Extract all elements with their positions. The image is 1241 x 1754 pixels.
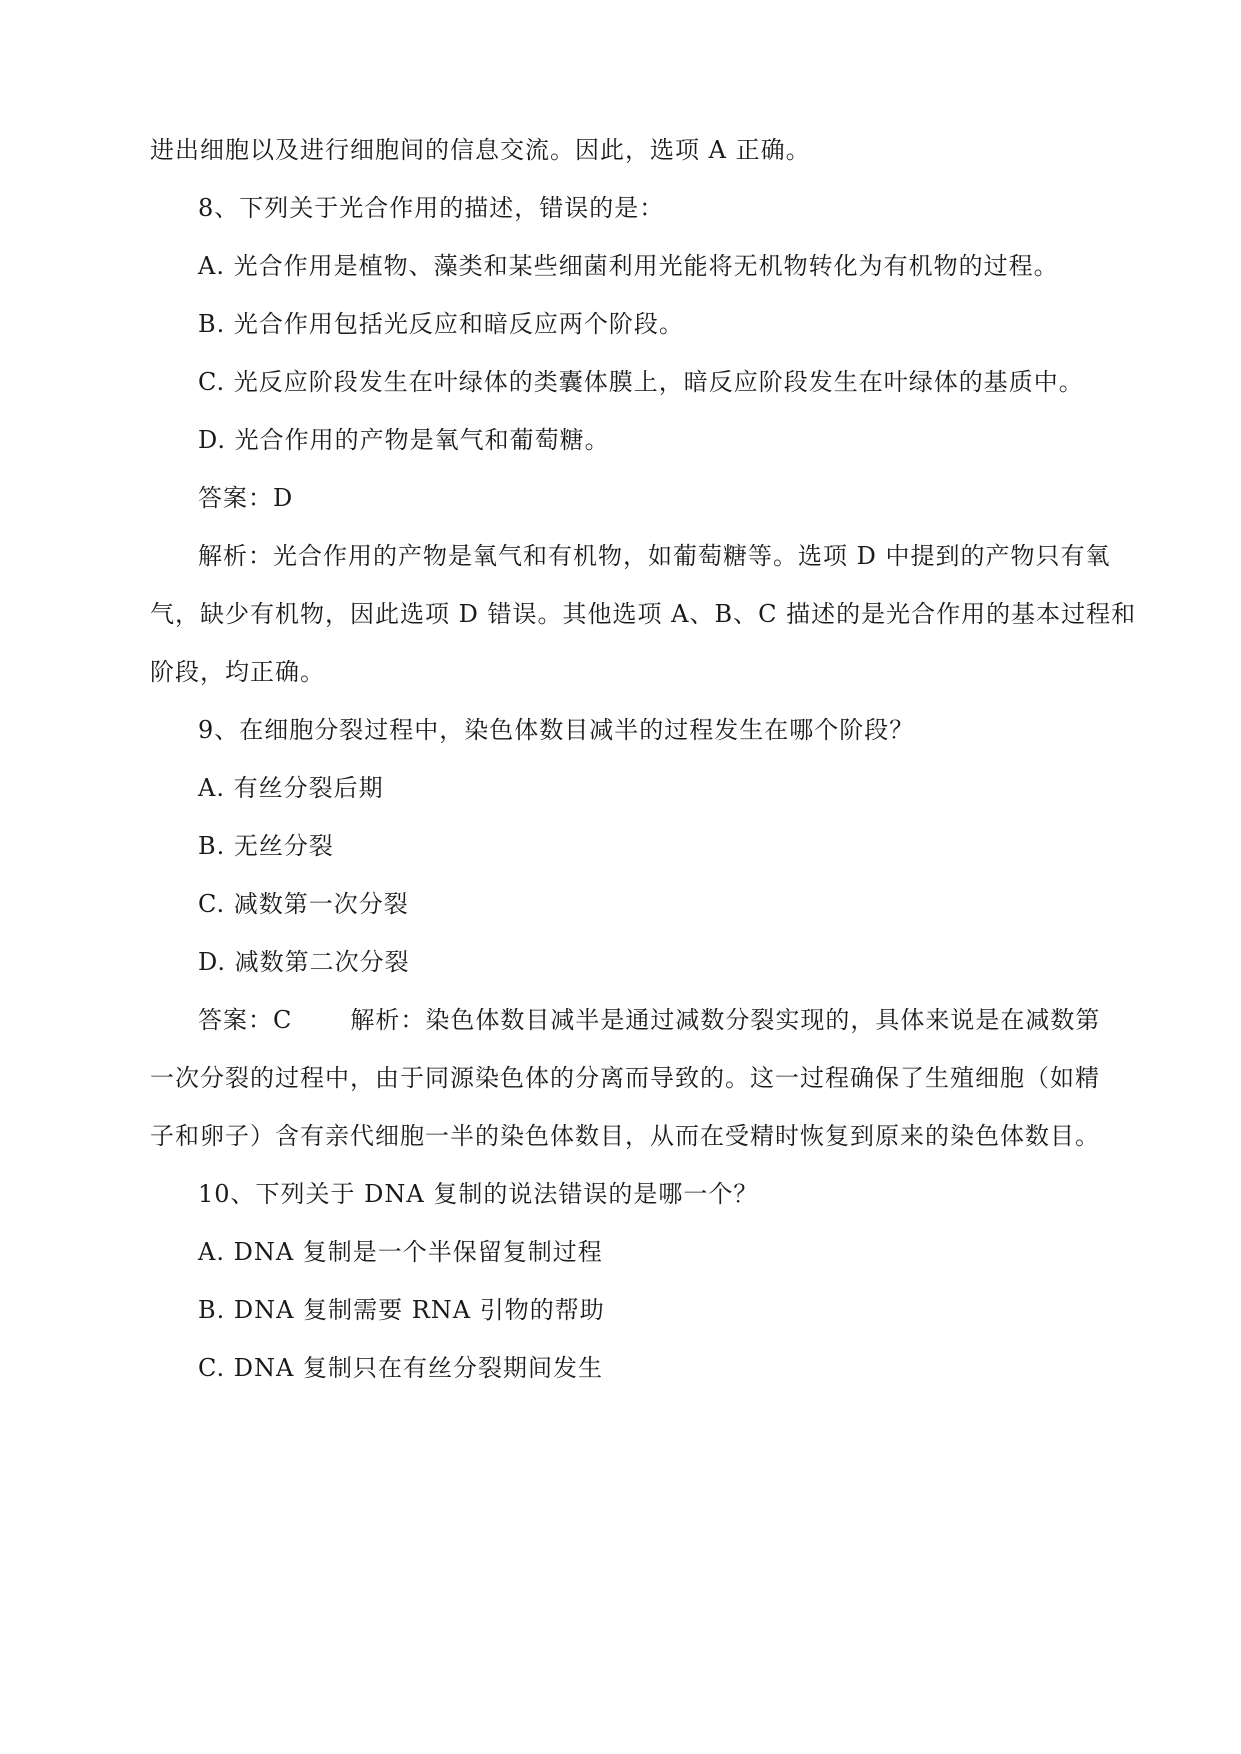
question-9-explanation-line: 一次分裂的过程中，由于同源染色体的分离而导致的。这一过程确保了生殖细胞（如精 bbox=[150, 1064, 1100, 1092]
question-8-explanation-line: 气，缺少有机物，因此选项 D 错误。其他选项 A、B、C 描述的是光合作用的基本过程和 bbox=[150, 600, 1137, 628]
question-10-option-b: B. DNA 复制需要 RNA 引物的帮助 bbox=[198, 1296, 605, 1324]
question-8-option-c: C. 光反应阶段发生在叶绿体的类囊体膜上，暗反应阶段发生在叶绿体的基质中。 bbox=[198, 368, 1084, 396]
question-9-option-d: D. 减数第二次分裂 bbox=[198, 948, 410, 976]
question-8-option-a: A. 光合作用是植物、藻类和某些细菌利用光能将无机物转化为有机物的过程。 bbox=[198, 252, 1059, 280]
question-8-option-d: D. 光合作用的产物是氧气和葡萄糖。 bbox=[198, 426, 610, 454]
question-9-explanation: 解析：染色体数目减半是通过减数分裂实现的，具体来说是在减数第 bbox=[350, 1006, 1101, 1034]
question-8-option-b: B. 光合作用包括光反应和暗反应两个阶段。 bbox=[198, 310, 684, 338]
question-8-explanation-line: 解析：光合作用的产物是氧气和有机物，如葡萄糖等。选项 D 中提到的产物只有氧 bbox=[198, 542, 1111, 570]
question-9-option-b: B. 无丝分裂 bbox=[198, 832, 334, 860]
question-8-explanation-line: 阶段，均正确。 bbox=[150, 658, 325, 686]
question-10-option-a: A. DNA 复制是一个半保留复制过程 bbox=[198, 1238, 603, 1266]
question-9-option-c: C. 减数第一次分裂 bbox=[198, 890, 409, 918]
question-8-answer: 答案：D bbox=[198, 484, 294, 512]
question-10-stem: 10、下列关于 DNA 复制的说法错误的是哪一个？ bbox=[198, 1180, 759, 1208]
question-10-option-c: C. DNA 复制只在有丝分裂期间发生 bbox=[198, 1354, 603, 1382]
question-9-answer-line bbox=[198, 1003, 1138, 1037]
question-9-option-a: A. 有丝分裂后期 bbox=[198, 774, 384, 802]
question-9-stem: 9、在细胞分裂过程中，染色体数目减半的过程发生在哪个阶段？ bbox=[198, 716, 915, 744]
question-8-stem: 8、下列关于光合作用的描述，错误的是： bbox=[198, 194, 665, 222]
paragraph-line: 进出细胞以及进行细胞间的信息交流。因此，选项 A 正确。 bbox=[150, 136, 811, 164]
question-9-answer: 答案：C bbox=[198, 1006, 293, 1034]
question-9-explanation-line: 子和卵子）含有亲代细胞一半的染色体数目，从而在受精时恢复到原来的染色体数目。 bbox=[150, 1122, 1100, 1150]
